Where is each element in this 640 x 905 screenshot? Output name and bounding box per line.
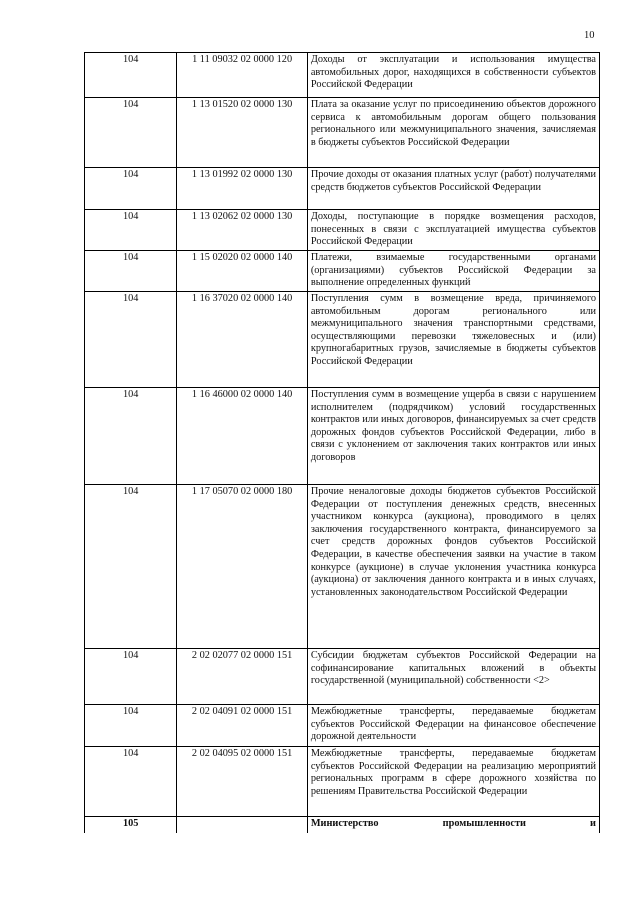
- table-row: [85, 292, 600, 388]
- admin-code-cell: 104: [85, 705, 177, 747]
- table-row: [85, 747, 600, 817]
- table-row: [85, 53, 600, 98]
- kbk-code-cell: 1 17 05070 02 0000 180: [177, 485, 308, 649]
- admin-code-cell: 104: [85, 292, 177, 388]
- kbk-code-cell: 1 15 02020 02 0000 140: [177, 251, 308, 292]
- kbk-code-cell: 2 02 04091 02 0000 151: [177, 705, 308, 747]
- table-row: [85, 817, 600, 833]
- table-row: [85, 251, 600, 292]
- table-row: [85, 210, 600, 251]
- table-row: [85, 705, 600, 747]
- kbk-code-cell: 2 02 04095 02 0000 151: [177, 747, 308, 817]
- admin-code-cell: 104: [85, 168, 177, 210]
- admin-code-cell: 104: [85, 251, 177, 292]
- table-row: [85, 388, 600, 485]
- revenue-name-cell: Межбюджетные трансферты, передаваемые бюджетам субъектов Российской Федерации на реализацию мероприятий региональных программ в сфере дорожного хозяйства по решениям Правительства Российской Федерации: [307, 747, 599, 817]
- kbk-code-cell: 1 13 01520 02 0000 130: [177, 98, 308, 168]
- revenue-name-cell: Прочие доходы от оказания платных услуг (работ) получателями средств бюджетов субъектов Российской Федерации: [307, 168, 599, 210]
- kbk-code-cell: 1 13 01992 02 0000 130: [177, 168, 308, 210]
- admin-code-cell: 105: [85, 817, 177, 833]
- admin-code-cell: 104: [85, 747, 177, 817]
- revenue-classification-table: [84, 52, 600, 833]
- page-number: 10: [584, 30, 595, 41]
- table-row: [85, 485, 600, 649]
- revenue-name-cell: Доходы от эксплуатации и использования имущества автомобильных дорог, находящихся в собственности субъектов Российской Федерации: [307, 53, 599, 98]
- table-row: [85, 649, 600, 705]
- revenue-name-cell: Межбюджетные трансферты, передаваемые бюджетам субъектов Российской Федерации на финансовое обеспечение дорожной деятельности: [307, 705, 599, 747]
- table-row: [85, 168, 600, 210]
- admin-code-cell: 104: [85, 210, 177, 251]
- kbk-code-cell: 1 16 46000 02 0000 140: [177, 388, 308, 485]
- kbk-code-cell: 1 13 02062 02 0000 130: [177, 210, 308, 251]
- revenue-name-cell: Поступления сумм в возмещение вреда, причиняемого автомобильным дорогам регионального или межмуниципального значения транспортными средствами, осуществляющими перевозки тяжеловесных и (или) крупногабаритных грузов, зачисляемые в бюджеты субъектов Российской Федерации: [307, 292, 599, 388]
- revenue-name-cell: Платежи, взимаемые государственными органами (организациями) субъектов Российской Федерации за выполнение определенных функций: [307, 251, 599, 292]
- revenue-name-cell: Прочие неналоговые доходы бюджетов субъектов Российской Федерации от поступления денежных средств, внесенных участником конкурса (аукциона), проводимого в целях заключения государственного контракта, финансируемого за счет средств дорожных фондов субъектов Российской Федерации, в качестве обеспечения заявки на участие в таком конкурсе (аукционе) в случае уклонения участника конкурса (аукциона) от заключения данного контракта и в иных случаях, установленных законодательством Российской Федерации: [307, 485, 599, 649]
- table-row: [85, 98, 600, 168]
- revenue-name-cell: Министерство промышленности и: [307, 817, 599, 833]
- admin-code-cell: 104: [85, 649, 177, 705]
- kbk-code-cell: [177, 817, 308, 833]
- revenue-name-cell: Поступления сумм в возмещение ущерба в связи с нарушением исполнителем (подрядчиком) условий государственных контрактов или иных договоров, финансируемых за счет средств дорожных фондов субъектов Российской Федерации, либо в связи с уклонением от заключения таких контрактов или иных договоров: [307, 388, 599, 485]
- admin-code-cell: 104: [85, 53, 177, 98]
- revenue-name-cell: Плата за оказание услуг по присоединению объектов дорожного сервиса к автомобильным дорогам общего пользования регионального или межмуниципального значения, зачисляемая в бюджеты субъектов Российской Федерации: [307, 98, 599, 168]
- revenue-name-cell: Доходы, поступающие в порядке возмещения расходов, понесенных в связи с эксплуатацией имущества субъектов Российской Федерации: [307, 210, 599, 251]
- kbk-code-cell: 1 16 37020 02 0000 140: [177, 292, 308, 388]
- kbk-code-cell: 1 11 09032 02 0000 120: [177, 53, 308, 98]
- revenue-name-cell: Субсидии бюджетам субъектов Российской Федерации на софинансирование капитальных вложений в объекты государственной (муниципальной) собственности <2>: [307, 649, 599, 705]
- admin-code-cell: 104: [85, 388, 177, 485]
- kbk-code-cell: 2 02 02077 02 0000 151: [177, 649, 308, 705]
- admin-code-cell: 104: [85, 98, 177, 168]
- admin-code-cell: 104: [85, 485, 177, 649]
